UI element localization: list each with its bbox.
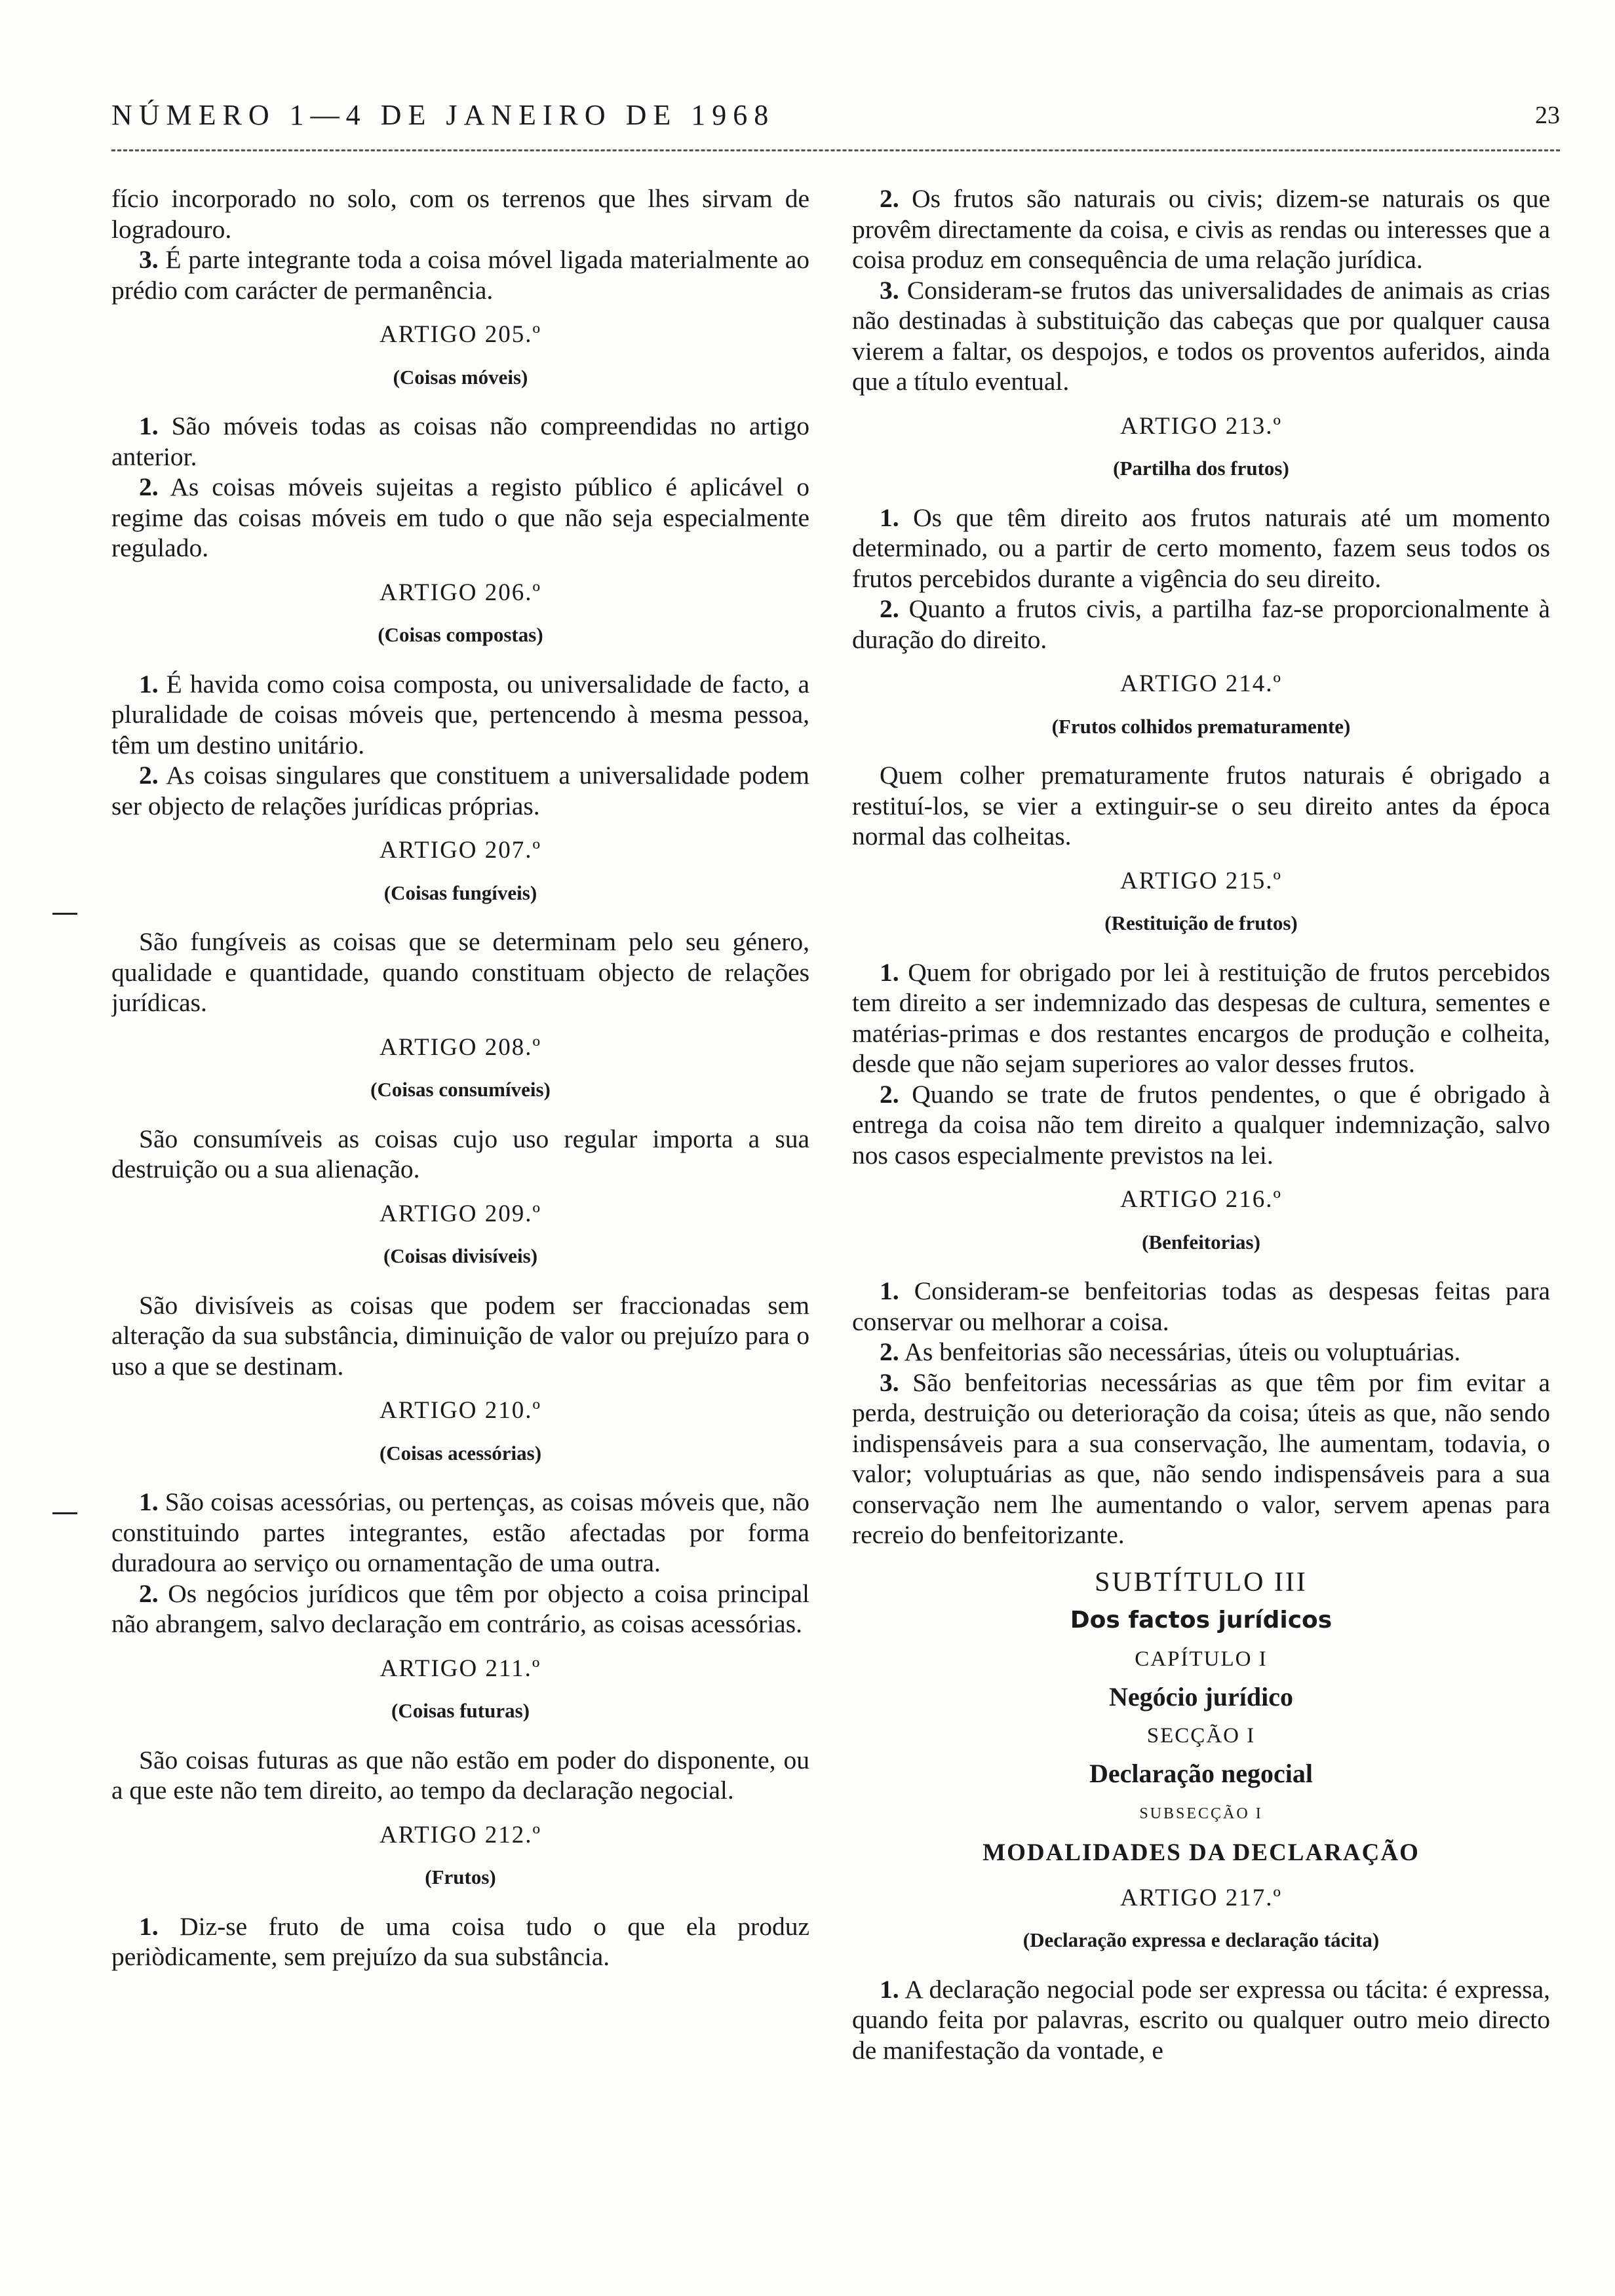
paragraph-number: 3. (139, 245, 159, 274)
paragraph-text: Consideram-se benfeitorias todas as despesas feitas para conservar ou melhorar a coisa. (852, 1276, 1550, 1336)
paragraph-number: 2. (880, 184, 899, 213)
paragraph (111, 927, 809, 1018)
article-caption: (Coisas futuras) (391, 1699, 530, 1722)
paragraph (111, 1124, 809, 1185)
article-caption: (Coisas divisíveis) (383, 1244, 538, 1267)
paragraph-text: Quem for obrigado por lei à restituição de frutos percebidos tem direito a ser indemnizado das despesas de cultura, sementes e matérias-primas e dos restantes encargos de produção e colheita, desde que não sejam superiores ao valor desses frutos. (852, 957, 1550, 1078)
paragraph-number: 2. (880, 1337, 899, 1366)
article-heading: ARTIGO 206.º (379, 579, 541, 606)
article-caption: (Coisas consumíveis) (370, 1078, 551, 1101)
paragraph-number: 3. (880, 275, 899, 305)
paragraph-text: A declaração negocial pode ser expressa ou tácita: é expressa, quando feita por palavras, escrito ou qualquer outro meio directo de manifestação da vontade, e (852, 1974, 1550, 2065)
paragraph-number: 2. (139, 1578, 159, 1608)
paragraph (111, 760, 809, 821)
paragraph-text: Quando se trate de frutos pendentes, o que é obrigado à entrega da coisa não tem direito a qualquer indemnização, salvo nos casos especialmente previstos na lei. (852, 1079, 1550, 1170)
margin-mark (52, 1501, 77, 1514)
article-heading: ARTIGO 211.º (379, 1655, 541, 1682)
paragraph (111, 1911, 809, 1972)
paragraph (852, 957, 1550, 1079)
article-heading: ARTIGO 209.º (379, 1200, 541, 1227)
chapter-heading: CAPÍTULO I (1135, 1647, 1268, 1671)
article-heading: ARTIGO 215.º (1119, 867, 1282, 894)
paragraph (852, 275, 1550, 397)
article-caption: (Coisas acessórias) (379, 1441, 542, 1464)
paragraph-number: 1. (880, 503, 899, 532)
paragraph (111, 472, 809, 564)
right-column (852, 183, 1550, 2261)
paragraph-text: São coisas futuras as que não estão em poder do disponente, ou a que este não tem direito, ao tempo da declaração negocial. (111, 1745, 809, 1805)
paragraph-number: 2. (880, 594, 899, 623)
paragraph (852, 503, 1550, 594)
paragraph-text: São móveis todas as coisas não compreendidas no artigo anterior. (111, 411, 809, 471)
subtitle-heading: SUBTÍTULO III (1095, 1567, 1308, 1598)
paragraph-number: 1. (880, 1276, 899, 1305)
paragraph-text: fício incorporado no solo, com os terrenos que lhes sirvam de logradouro. (111, 184, 809, 244)
paragraph (852, 1276, 1550, 1337)
section-heading: Dos factos jurídicos (1070, 1607, 1333, 1634)
paragraph (111, 411, 809, 472)
paragraph-text: É havida como coisa composta, ou universalidade de facto, a pluralidade de coisas móveis que, pertencendo à mesma pessoa, têm um destino unitário. (111, 669, 809, 759)
paragraph-number: 2. (139, 761, 159, 790)
paragraph (852, 760, 1550, 852)
article-heading: ARTIGO 208.º (379, 1033, 541, 1061)
paragraph (111, 244, 809, 305)
section-heading: Declaração negocial (1089, 1759, 1313, 1788)
chapter-heading: SECÇÃO I (1146, 1723, 1256, 1748)
paragraph-number: 1. (880, 957, 899, 987)
paragraph-text: Quem colher prematuramente frutos naturais é obrigado a restituí-los, se vier a extinguir-se o seu direito antes da época normal das colheitas. (852, 761, 1550, 851)
article-caption: (Coisas móveis) (393, 365, 528, 389)
paragraph (852, 183, 1550, 275)
article-caption: (Coisas compostas) (378, 623, 543, 646)
margin-mark (52, 901, 77, 915)
article-caption: (Partilha dos frutos) (1113, 457, 1289, 480)
paragraph-number: 1. (139, 1487, 159, 1516)
paragraph-number: 1. (139, 669, 159, 698)
article-heading: ARTIGO 217.º (1119, 1884, 1282, 1911)
article-heading: ARTIGO 216.º (1119, 1186, 1282, 1213)
journal-issue-title: NÚMERO 1—4 DE JANEIRO DE 1968 (111, 99, 775, 131)
paragraph-text: São fungíveis as coisas que se determinam pelo seu género, qualidade e quantidade, quando constituam objecto de relações jurídicas. (111, 927, 809, 1017)
paragraph (111, 1290, 809, 1382)
paragraph (852, 1974, 1550, 2066)
paragraph-text: Quanto a frutos civis, a partilha faz-se proporcionalmente à duração do direito. (852, 594, 1550, 654)
paragraph-text: São benfeitorias necessárias as que têm por fim evitar a perda, destruição ou deterioração da coisa; úteis as que, não sendo indispensáveis para a sua conservação, lhe aumentam, todavia, o valor; voluptuárias as que, não sendo indispensáveis para a sua conservação nem lhe aumentando o valor, servem apenas para recreio do benfeitorizante. (852, 1368, 1550, 1549)
paragraph-number: 1. (139, 411, 159, 440)
paragraph-text: Os que têm direito aos frutos naturais até um momento determinado, ou a partir de certo momento, fazem seus todos os frutos percebidos durante a vigência do seu direito. (852, 503, 1550, 593)
article-heading: ARTIGO 214.º (1119, 670, 1282, 697)
section-heading: Negócio jurídico (1108, 1682, 1294, 1712)
article-heading: ARTIGO 207.º (379, 837, 541, 864)
article-heading: ARTIGO 212.º (379, 1821, 541, 1848)
paragraph-text: Consideram-se frutos das universalidades de animais as crias não destinadas à substituição das cabeças que por qualquer causa vierem a faltar, os despojos, e todos os proventos auferidos, ainda que a título eventual. (852, 275, 1550, 396)
subsection-heading: MODALIDADES DA DECLARAÇÃO (983, 1839, 1420, 1866)
paragraph (111, 1745, 809, 1806)
article-caption: (Coisas fungíveis) (383, 881, 537, 904)
paragraph (852, 1368, 1550, 1550)
article-caption: (Frutos colhidos prematuramente) (1051, 714, 1351, 738)
paragraph (111, 183, 809, 244)
paragraph-text: As coisas singulares que constituem a universalidade podem ser objecto de relações jurídicas próprias. (111, 761, 809, 820)
paragraph-text: Os frutos são naturais ou civis; dizem-se naturais os que provêm directamente da coisa, e civis as rendas ou interesses que a coisa produz em consequência de uma relação jurídica. (852, 184, 1550, 274)
paragraph-text: São coisas acessórias, ou pertenças, as coisas móveis que, não constituindo partes integrantes, estão afectadas por forma duradoura ao serviço ou ornamentação de uma outra. (111, 1487, 809, 1577)
paragraph-text: Os negócios jurídicos que têm por objecto a coisa principal não abrangem, salvo declaração em contrário, as coisas acessórias. (111, 1578, 809, 1638)
paragraph-text: Diz-se fruto de uma coisa tudo o que ela produz periòdicamente, sem prejuízo da sua substância. (111, 1911, 809, 1971)
article-caption: (Restituição de frutos) (1104, 911, 1298, 934)
paragraph (852, 1079, 1550, 1171)
paragraph (111, 669, 809, 761)
article-caption: (Declaração expressa e declaração tácita) (1022, 1928, 1380, 1951)
paragraph (852, 594, 1550, 655)
paragraph-number: 1. (880, 1974, 899, 2004)
paragraph-number: 2. (139, 472, 159, 501)
paragraph (852, 1337, 1550, 1368)
paragraph-text: As benfeitorias são necessárias, úteis ou voluptuárias. (904, 1337, 1461, 1366)
article-heading: ARTIGO 210.º (379, 1397, 541, 1424)
paragraph-text: As coisas móveis sujeitas a registo público é aplicável o regime das coisas móveis em tudo o que não seja especialmente regulado. (111, 472, 809, 562)
left-column (111, 183, 809, 2261)
page-header (111, 98, 1560, 144)
paragraph-text: São consumíveis as coisas cujo uso regular importa a sua destruição ou a sua alienação. (111, 1124, 809, 1183)
paragraph-number: 2. (880, 1079, 899, 1109)
paragraph-number: 3. (880, 1368, 899, 1397)
article-heading: ARTIGO 213.º (1119, 412, 1282, 440)
subsection-label: SUBSECÇÃO I (1139, 1805, 1263, 1822)
header-rule (111, 149, 1560, 151)
paragraph-number: 1. (139, 1911, 159, 1941)
article-caption: (Frutos) (425, 1866, 496, 1888)
article-heading: ARTIGO 205.º (379, 321, 541, 348)
paragraph-text: São divisíveis as coisas que podem ser fraccionadas sem alteração da sua substância, diminuição de valor ou prejuízo para o uso a que se destinam. (111, 1290, 809, 1381)
page-number: 23 (1535, 102, 1560, 129)
article-caption: (Benfeitorias) (1142, 1230, 1260, 1253)
paragraph (111, 1578, 809, 1639)
paragraph-text: É parte integrante toda a coisa móvel ligada materialmente ao prédio com carácter de permanência. (111, 245, 809, 305)
paragraph (111, 1487, 809, 1578)
